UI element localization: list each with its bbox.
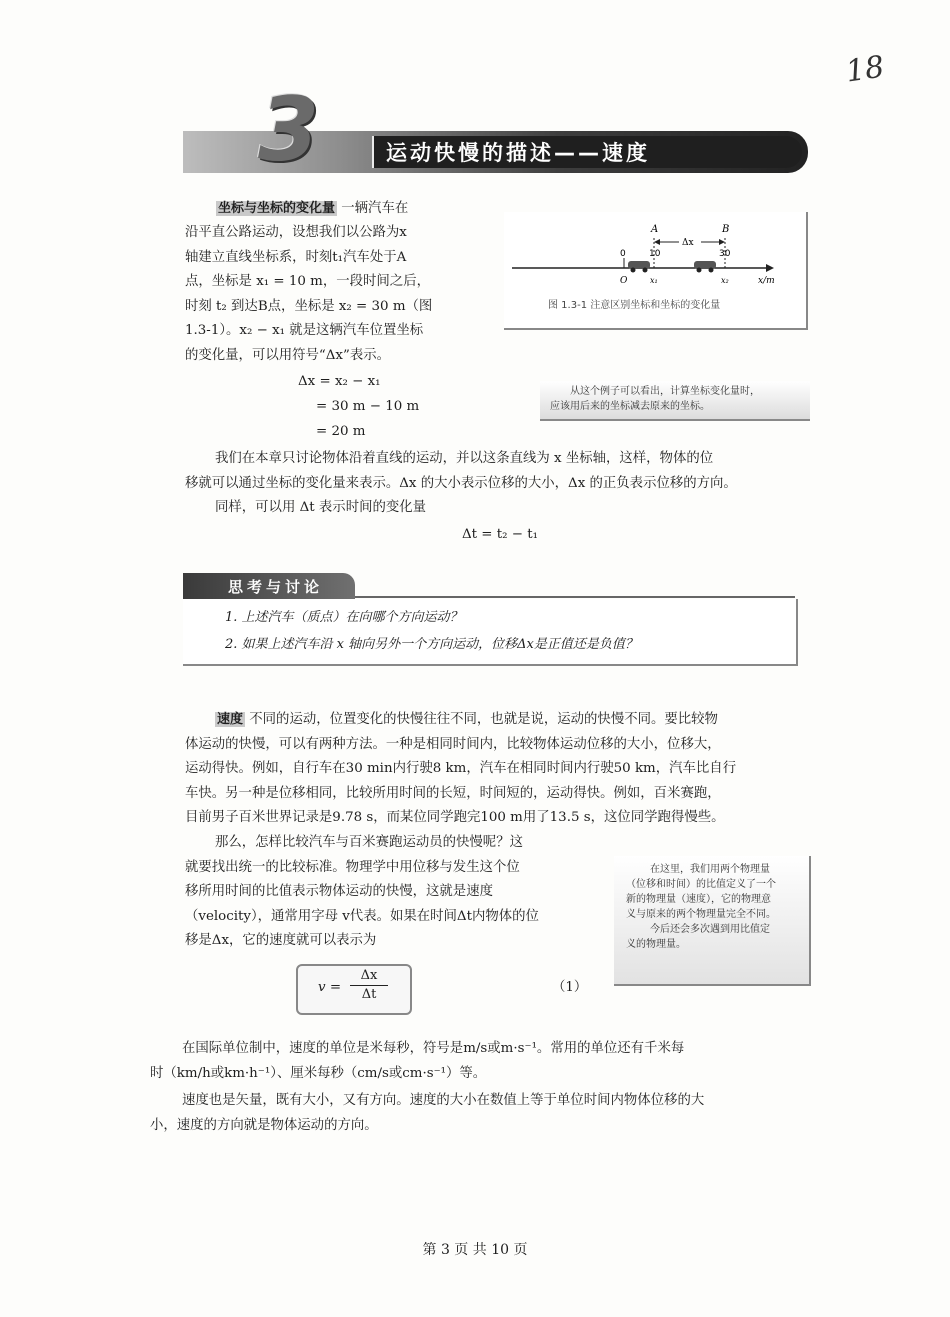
formula-numerator: Δx [350, 967, 388, 986]
para-line: 车快。另一种是位移相同，比较所用时间的长短，时间短的，运动得快。例如，百米赛跑， [185, 785, 721, 801]
tick-label-10: 10 [649, 249, 661, 259]
note-line: 从这个例子可以看出，计算坐标变化量时， [570, 386, 760, 397]
dx-arrowhead-right [719, 239, 725, 245]
section1-line: 轴建立直线坐标系，时刻t₁汽车处于A [185, 249, 407, 265]
label-dx: Δx [682, 238, 694, 248]
label-x2: x₂ [721, 276, 729, 285]
para-line: 就要找出统一的比较标准。物理学中用位移与发生这个位 [185, 859, 520, 875]
section1-body [185, 221, 460, 368]
note-line: 在这里，我们用两个物理量 [650, 864, 770, 875]
label-x1: x₁ [650, 276, 658, 285]
label-a: A [651, 224, 659, 235]
equation-dx: Δx = x₂ − x₁ [298, 374, 381, 389]
side-note-2 [614, 856, 811, 986]
equation-dt: Δt = t₂ − t₁ [462, 527, 539, 542]
question-2: 2. 如果上述汽车沿 x 轴向另外一个方向运动，位移Δx是正值还是负值？ [225, 637, 638, 652]
para-line: 时（km/h或km·h⁻¹）、厘米每秒（cm/s或cm·s⁻¹）等。 [150, 1065, 487, 1081]
figure-1-3-1 [504, 212, 808, 330]
note-line: 应该用后来的坐标减去原来的坐标。 [550, 401, 710, 412]
figure-caption: 图 1.3-1 注意区别坐标和坐标的变化量 [548, 300, 721, 311]
think-discuss-title: 思考与讨论 [228, 578, 324, 596]
note-line: 义的物理量。 [626, 939, 686, 950]
axis-label: x/m [758, 276, 775, 286]
dx-arrowhead-left [654, 239, 660, 245]
equation-dx-result: = 20 m [316, 424, 366, 439]
note-line: 义与原来的两个物理量完全不同。 [626, 909, 776, 920]
tick-label-0: 0 [620, 249, 626, 259]
para-line: 不同的运动，位置变化的快慢往往不同，也就是说，运动的快慢不同。要比较物 [249, 712, 718, 727]
equation-dx-step2: = 30 m − 10 m [316, 399, 420, 414]
para-line: 我们在本章只讨论物体沿着直线的运动，并以这条直线为 x 坐标轴，这样，物体的位 [215, 451, 714, 466]
tick-label-30: 30 [719, 249, 731, 259]
section1-line: 的变化量，可以用符号“Δx”表示。 [185, 347, 390, 363]
paragraph-units [150, 1037, 790, 1086]
label-origin: O [620, 276, 628, 286]
para-line: 运动得快。例如，自行车在30 min内行驶8 km，汽车在相同时间内行驶50 km，汽车比自行 [185, 761, 737, 776]
section-title: 运动快慢的描述——速度 [386, 141, 650, 165]
question-1: 1. 上述汽车（质点）在向哪个方向运动？ [225, 610, 463, 625]
term-velocity: 速度 [217, 712, 244, 727]
handwritten-page-mark: 18 [843, 49, 887, 90]
side-note-1 [540, 381, 810, 421]
note-line: 新的物理量（速度），它的物理意 [626, 894, 771, 905]
para-line: 速度也是矢量，既有大小，又有方向。速度的大小在数值上等于单位时间内物体位移的大 [182, 1093, 705, 1108]
para-line: 那么，怎样比较汽车与百米赛跑运动员的快慢呢？这 [215, 835, 523, 850]
para-line: 在国际单位制中，速度的单位是米每秒，符号是m/s或m·s⁻¹。常用的单位还有千米每 [182, 1041, 685, 1056]
para-line: 移所用时间的比值表示物体运动的快慢，这就是速度 [185, 884, 493, 899]
formula-fraction [350, 967, 388, 1004]
section-number: 3 [258, 78, 320, 181]
section1-line: 沿平直公路运动，设想我们以公路为x [185, 225, 407, 240]
note-line: 今后还会多次遇到用比值定 [650, 924, 770, 935]
formula-denominator: Δt [361, 987, 377, 1002]
para-line: 体运动的快慢，可以有两种方法。一种是相同时间内，比较物体运动位移的大小，位移大， [185, 736, 721, 752]
paragraph-velocity [185, 708, 810, 831]
car-wheel [697, 268, 702, 273]
section1-line: 1.3-1）。x₂ − x₁ 就是这辆汽车位置坐标 [185, 323, 424, 338]
note-line: （位移和时间）的比值定义了一个 [626, 879, 776, 890]
car-at-a [628, 261, 650, 269]
section1-line: 时刻 t₂ 到达B点，坐标是 x₂ = 30 m（图 [185, 298, 433, 314]
car-wheel [709, 268, 714, 273]
car-at-b [694, 261, 716, 269]
x-axis-arrow [766, 264, 774, 272]
para-line: （velocity），通常用字母 v代表。如果在时间Δt内物体的位 [185, 908, 539, 924]
car-wheel [631, 268, 636, 273]
paragraph-displacement [185, 447, 810, 521]
para-line: 小，速度的方向就是物体运动的方向。 [150, 1117, 378, 1133]
paragraph-vector [150, 1089, 790, 1138]
para-line: 目前男子百米世界记录是9.78 s，而某位同学跑完100 m用了13.5 s，这位同学跑得慢些。 [185, 810, 725, 825]
para-line: 移是Δx，它的速度就可以表示为 [185, 933, 377, 948]
para-line: 同样，可以用 Δt 表示时间的变化量 [215, 500, 427, 515]
section1-line0 [216, 197, 456, 222]
para-line: 移就可以通过坐标的变化量来表示。Δx 的大小表示位移的大小，Δx 的正负表示位移的方向。 [185, 475, 737, 491]
paragraph-velocity-definition [185, 831, 595, 954]
formula-number: （1） [552, 980, 588, 995]
section1-line: 点，坐标是 x₁ = 10 m，一段时间之后， [185, 274, 430, 289]
formula-lhs: v = [318, 980, 342, 995]
term-coordinate-change: 坐标与坐标的变化量 [218, 201, 336, 216]
section1-text: 一辆汽车在 [341, 201, 409, 216]
page-footer: 第 3 页 共 10 页 [422, 1242, 528, 1258]
label-b: B [722, 224, 730, 235]
car-wheel [643, 268, 648, 273]
